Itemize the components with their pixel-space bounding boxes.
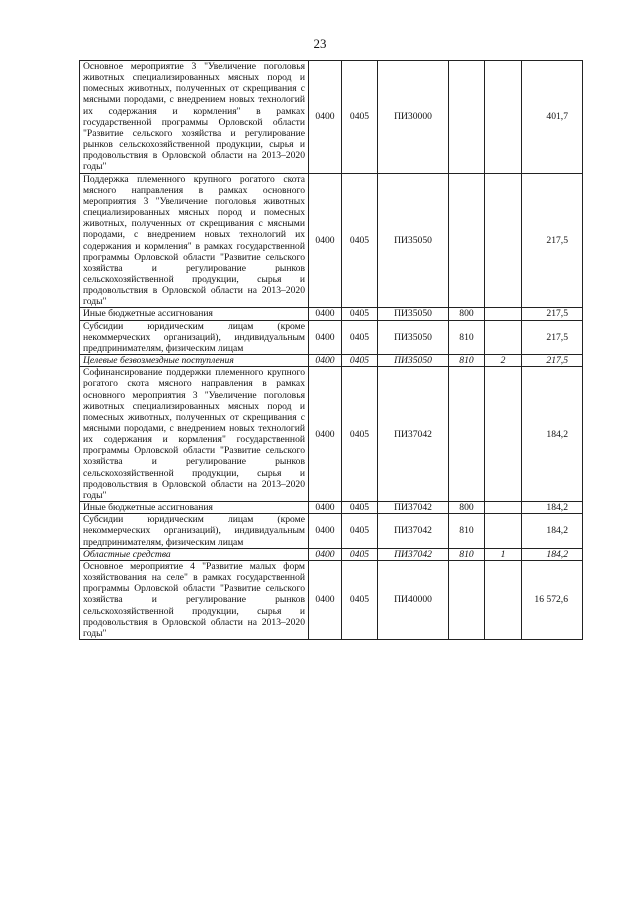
- amount-cell: 184,2: [522, 548, 583, 560]
- amount-cell: 217,5: [522, 173, 583, 308]
- table-row: [80, 320, 583, 354]
- table-row: [80, 560, 583, 639]
- subsection-code-cell: 0405: [342, 355, 378, 367]
- expense-type-cell: 810: [449, 548, 485, 560]
- expense-type-cell: [449, 61, 485, 174]
- expense-type-cell: 810: [449, 514, 485, 548]
- expense-type-cell: 810: [449, 320, 485, 354]
- row-name-cell: Софинансирование поддержки племенного крупного рогатого скота мясного направления в рамках основного мероприятия 3 "Увеличение поголовья животных специализированных мясных пород и помесных животных, полученных от скрещивания с мясными породами, с внедрением новых технологий их содержания и кормления" государственной программы Орловской области "Развитие сельского хозяйства и регулирование рынков сельскохозяйственной продукции, сырья и продовольствия в Орловской области на 2013–2020 годы": [80, 367, 309, 502]
- funding-source-cell: [485, 320, 522, 354]
- section-code-cell: 0400: [309, 320, 342, 354]
- amount-cell: 217,5: [522, 320, 583, 354]
- funding-source-cell: [485, 61, 522, 174]
- row-name-cell: Основное мероприятие 4 "Развитие малых форм хозяйствования на селе" в рамках государственной программы Орловской области "Развитие сельского хозяйства и регулирование рынков сельскохозяйственной продукции, сырья и продовольствия в Орловской области на 2013–2020 годы": [80, 560, 309, 639]
- section-code-cell: 0400: [309, 367, 342, 502]
- target-article-cell: ПИ37042: [378, 367, 449, 502]
- section-code-cell: 0400: [309, 560, 342, 639]
- amount-cell: 217,5: [522, 308, 583, 320]
- subsection-code-cell: 0405: [342, 502, 378, 514]
- funding-source-cell: 1: [485, 548, 522, 560]
- expense-type-cell: [449, 367, 485, 502]
- subsection-code-cell: 0405: [342, 61, 378, 174]
- row-name-cell: Субсидии юридическим лицам (кроме некоммерческих организаций), индивидуальным предпринимателям, физическим лицам: [80, 514, 309, 548]
- target-article-cell: ПИ37042: [378, 514, 449, 548]
- target-article-cell: ПИ35050: [378, 308, 449, 320]
- amount-cell: 217,5: [522, 355, 583, 367]
- subsection-code-cell: 0405: [342, 308, 378, 320]
- funding-source-cell: [485, 514, 522, 548]
- amount-cell: 184,2: [522, 502, 583, 514]
- target-article-cell: ПИ30000: [378, 61, 449, 174]
- budget-table-body: [80, 61, 583, 640]
- amount-cell: 401,7: [522, 61, 583, 174]
- subsection-code-cell: 0405: [342, 548, 378, 560]
- row-name-cell: Субсидии юридическим лицам (кроме некоммерческих организаций), индивидуальным предпринимателям, физическим лицам: [80, 320, 309, 354]
- expense-type-cell: 800: [449, 308, 485, 320]
- section-code-cell: 0400: [309, 173, 342, 308]
- target-article-cell: ПИ40000: [378, 560, 449, 639]
- table-row: [80, 548, 583, 560]
- target-article-cell: ПИ35050: [378, 320, 449, 354]
- funding-source-cell: [485, 502, 522, 514]
- row-name-cell: Областные средства: [80, 548, 309, 560]
- budget-table: [79, 60, 583, 640]
- row-name-cell: Целевые безвозмездные поступления: [80, 355, 309, 367]
- section-code-cell: 0400: [309, 308, 342, 320]
- expense-type-cell: [449, 560, 485, 639]
- section-code-cell: 0400: [309, 548, 342, 560]
- row-name-cell: Основное мероприятие 3 "Увеличение поголовья животных специализированных мясных пород и помесных животных, полученных от скрещивания с мясными породами, с внедрением новых технологий их содержания и кормления" в рамках государственной программы Орловской области "Развитие сельского хозяйства и регулирование рынков сельскохозяйственной продукции, сырья и продовольствия в Орловской области на 2013–2020 годы": [80, 61, 309, 174]
- table-row: [80, 514, 583, 548]
- amount-cell: 184,2: [522, 367, 583, 502]
- subsection-code-cell: 0405: [342, 514, 378, 548]
- page-number: 23: [313, 36, 327, 51]
- subsection-code-cell: 0405: [342, 173, 378, 308]
- section-code-cell: 0400: [309, 355, 342, 367]
- target-article-cell: ПИ35050: [378, 355, 449, 367]
- target-article-cell: ПИ37042: [378, 502, 449, 514]
- funding-source-cell: [485, 308, 522, 320]
- section-code-cell: 0400: [309, 502, 342, 514]
- funding-source-cell: [485, 560, 522, 639]
- subsection-code-cell: 0405: [342, 367, 378, 502]
- expense-type-cell: 810: [449, 355, 485, 367]
- funding-source-cell: 2: [485, 355, 522, 367]
- amount-cell: 16 572,6: [522, 560, 583, 639]
- expense-type-cell: 800: [449, 502, 485, 514]
- target-article-cell: ПИ35050: [378, 173, 449, 308]
- table-row: [80, 355, 583, 367]
- funding-source-cell: [485, 173, 522, 308]
- table-row: [80, 173, 583, 308]
- expense-type-cell: [449, 173, 485, 308]
- table-row: [80, 502, 583, 514]
- row-name-cell: Поддержка племенного крупного рогатого скота мясного направления в рамках основного мероприятия 3 "Увеличение поголовья животных специализированных мясных пород и помесных животных, полученных от скрещивания с мясными породами, с внедрением новых технологий их содержания и кормления" в рамках государственной программы Орловской области "Развитие сельского хозяйства и регулирование рынков сельскохозяйственной продукции, сырья и продовольствия в Орловской области на 2013–2020 годы": [80, 173, 309, 308]
- subsection-code-cell: 0405: [342, 560, 378, 639]
- table-row: [80, 367, 583, 502]
- row-name-cell: Иные бюджетные ассигнования: [80, 308, 309, 320]
- section-code-cell: 0400: [309, 514, 342, 548]
- section-code-cell: 0400: [309, 61, 342, 174]
- target-article-cell: ПИ37042: [378, 548, 449, 560]
- table-row: [80, 308, 583, 320]
- amount-cell: 184,2: [522, 514, 583, 548]
- funding-source-cell: [485, 367, 522, 502]
- table-row: [80, 61, 583, 174]
- row-name-cell: Иные бюджетные ассигнования: [80, 502, 309, 514]
- subsection-code-cell: 0405: [342, 320, 378, 354]
